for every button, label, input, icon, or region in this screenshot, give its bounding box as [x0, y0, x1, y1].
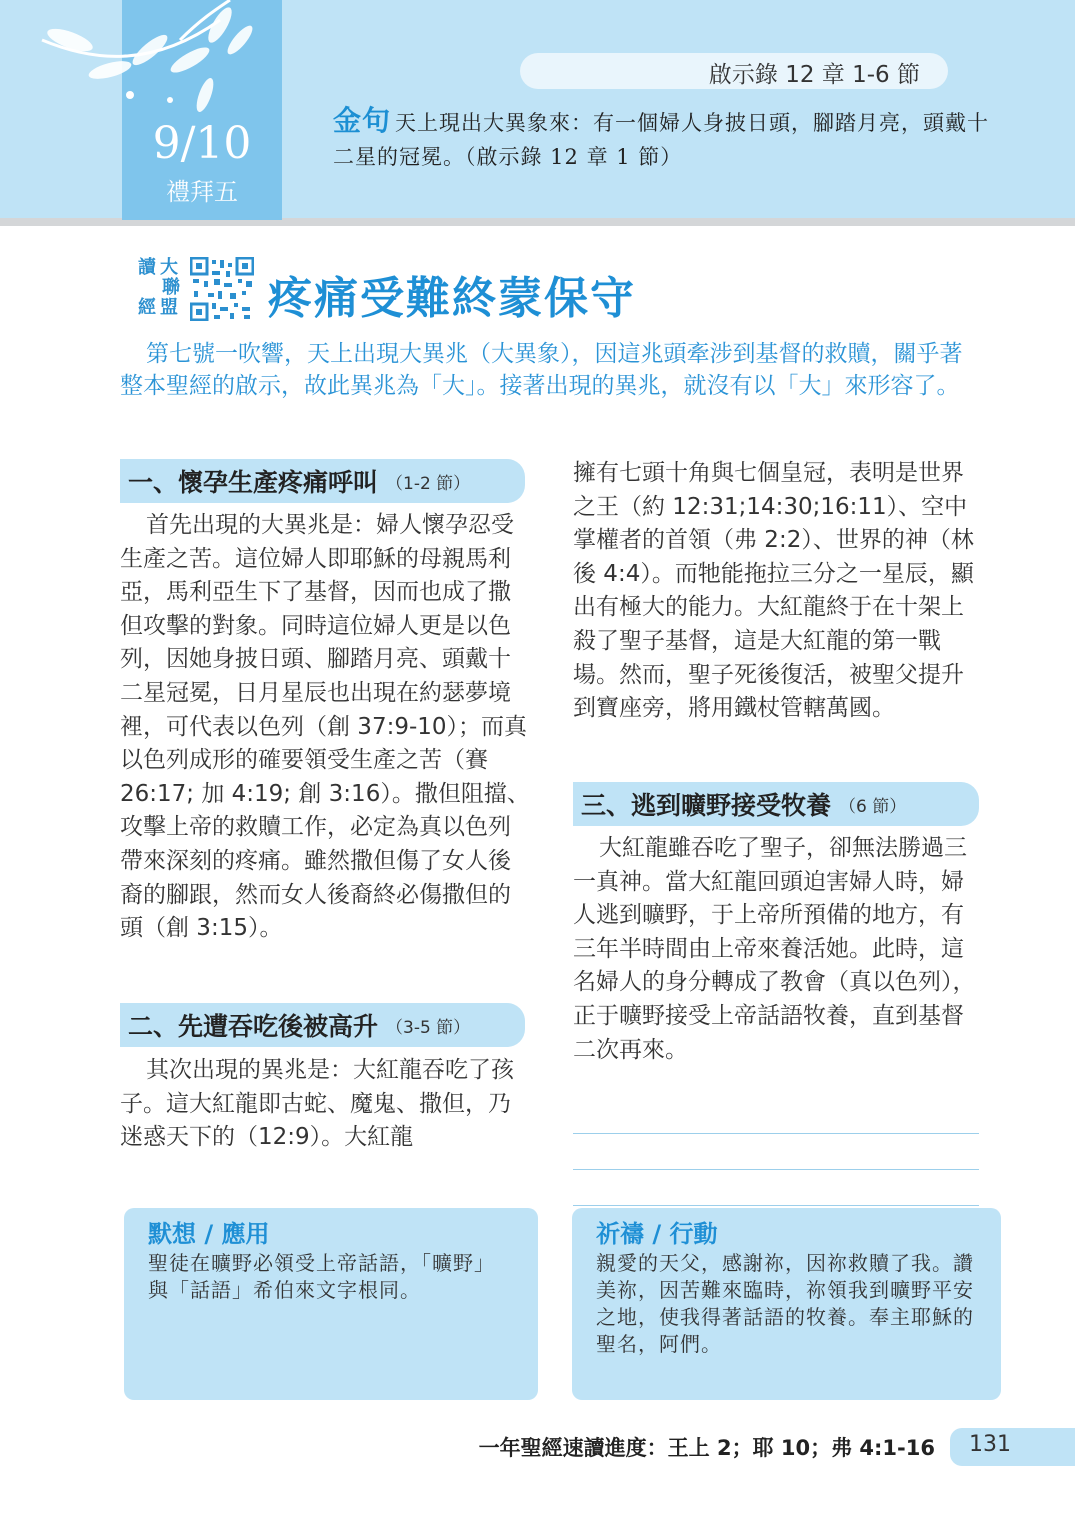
golden-verse — [333, 104, 993, 174]
date: 9/10 — [152, 118, 252, 169]
brand-line-1: 讀大 — [138, 257, 182, 278]
meditation-title: 默想 / 應用 — [148, 1220, 270, 1248]
section-1-paragraph: 首先出現的大異兆是：婦人懷孕忍受生產之苦。這位婦人即耶穌的母親馬利亞，馬利亞生下了基督，因而也成了撒但攻擊的對象。同時這位婦人更是以色列，因她身披日頭、腳踏月亮、頭戴十二星冠冕，日月星辰也出現在約瑟夢境裡，可代表以色列（創 37:9-10）；而真以色列成形的確要領受生產之苦（賽 26:17; 加 4:19; 創 3:16）。撒但阻擋、攻擊上帝的救贖工作，必定為真以色列帶來深刻的疼痛。雖然撒但傷了女人後裔的腳跟，然而女人後裔終必傷撒但的頭（創 3:15）。 — [120, 512, 530, 942]
section-heading-3-text: 三、逃到曠野接受牧養 — [581, 791, 832, 820]
brand-line-2: 聯 — [162, 277, 180, 298]
prayer-title: 祈禱 / 行動 — [596, 1220, 718, 1248]
section-2-paragraph-part-1: 其次出現的異兆是：大紅龍吞吃了孩子。這大紅龍即古蛇、魔鬼、撒但，乃迷惑天下的（12:9）。大紅龍 — [120, 1057, 514, 1151]
section-heading-3 — [573, 782, 979, 826]
section-2-paragraph-part-2: 擁有七頭十角與七個皇冠，表明是世界之王（約 12:31;14:30;16:11）、空中掌權者的首領（弗 2:2）、世界的神（林後 4:4）。而牠能拖拉三分之一星辰，顯出有極大的能力。大紅龍終于在十架上殺了聖子基督，這是大紅龍的第一戰場。然而，聖子死後復活，被聖父提升到寶座旁，將用鐵杖管轄萬國。 — [573, 460, 974, 722]
section-heading-3-verse: （6 節） — [839, 796, 907, 817]
note-line — [573, 1169, 979, 1170]
page-number: 131 — [969, 1432, 1011, 1457]
prayer-box — [572, 1208, 1001, 1400]
section-heading-1-text: 一、懷孕生產疼痛呼叫 — [128, 468, 379, 497]
page-title: 疼痛受難終蒙保守 — [268, 273, 636, 324]
scripture-reference: 啟示錄 12 章 1-6 節 — [708, 62, 920, 88]
section-3-paragraph: 大紅龍雖吞吃了聖子，卻無法勝過三一真神。當大紅龍回頭迫害婦人時，婦人逃到曠野，于上帝所預備的地方，有三年半時間由上帝來養活她。此時，這名婦人的身分轉成了教會（真以色列），正于曠野接受上帝話語牧養，直到基督二次再來。 — [573, 835, 976, 1063]
weekday: 禮拜五 — [166, 178, 238, 206]
qr-code-icon[interactable] — [190, 257, 254, 321]
prayer-body: 親愛的天父，感謝祢，因祢救贖了我。讚美祢，因苦難來臨時，祢領我到曠野平安之地，使我得著話語的牧養。奉主耶穌的聖名，阿們。 — [596, 1251, 974, 1356]
reading-plan: 一年聖經速讀進度：王上 2；耶 10；弗 4:1-16 — [478, 1436, 935, 1460]
section-heading-2 — [120, 1003, 525, 1047]
intro-paragraph: 第七號一吹響，天上出現大異兆（大異象），因這兆頭牽涉到基督的救贖，關乎著整本聖經的啟示，故此異兆為「大」。接著出現的異兆，就沒有以「大」來形容了。 — [120, 341, 963, 399]
brand-line-3: 經盟 — [138, 297, 182, 318]
section-heading-1 — [120, 459, 525, 503]
note-line — [573, 1133, 979, 1134]
meditation-box — [124, 1208, 538, 1400]
meditation-body: 聖徒在曠野必領受上帝話語，「曠野」與「話語」希伯來文字根同。 — [148, 1251, 495, 1302]
leaf-branch-icon — [30, 0, 270, 120]
brand-logo — [138, 258, 186, 318]
golden-verse-text: 天上現出大異象來：有一個婦人身披日頭，腳踏月亮，頭戴十二星的冠冕。（啟示錄 12 章 1 節） — [333, 111, 990, 169]
section-heading-2-text: 二、先遭吞吃後被高升 — [128, 1012, 379, 1041]
section-heading-1-verse: （1-2 節） — [386, 473, 471, 494]
note-line — [573, 1205, 979, 1206]
golden-verse-label: 金句 — [333, 104, 392, 137]
section-heading-2-verse: （3-5 節） — [386, 1017, 471, 1038]
